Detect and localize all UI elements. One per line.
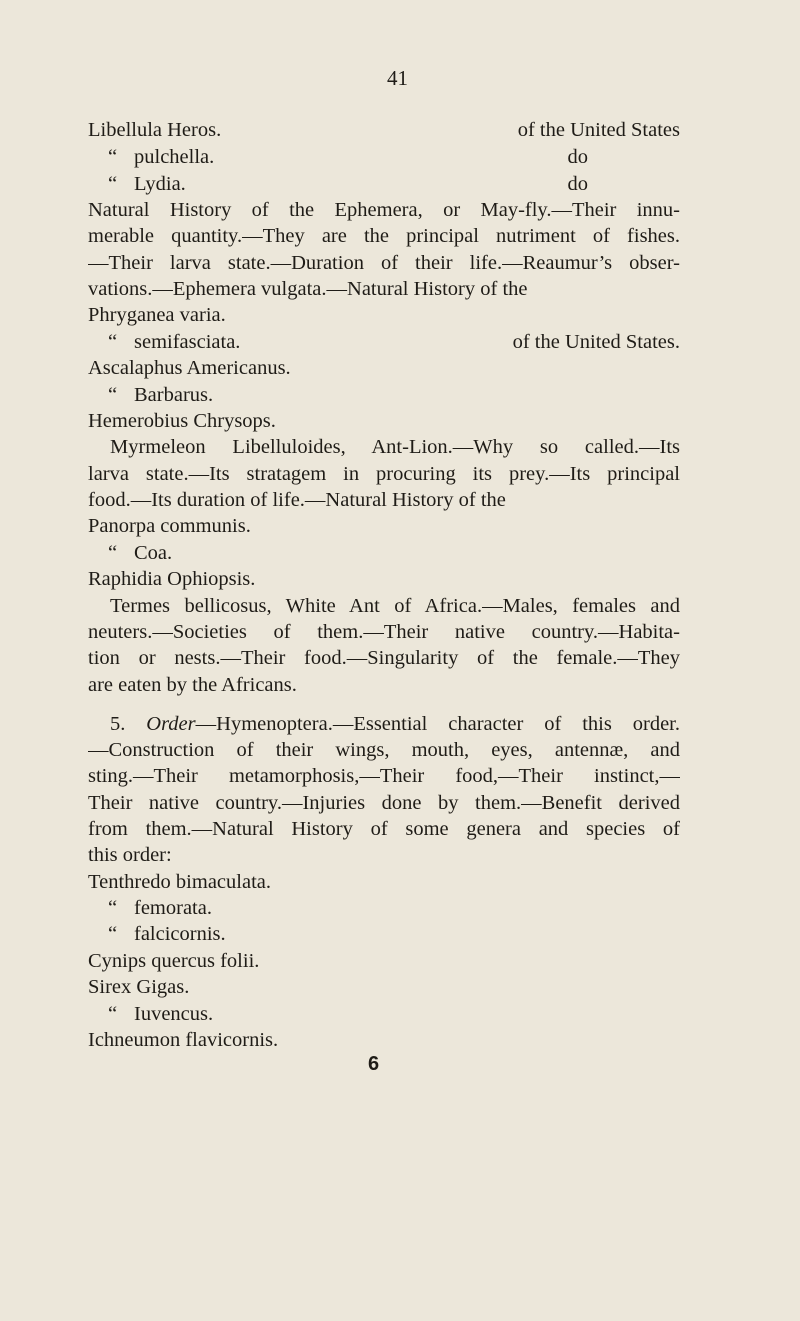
- list-item: “ falcicornis.: [108, 923, 226, 945]
- entry-pulchella: [108, 144, 700, 170]
- paragraph-line: are eaten by the Africans.: [88, 674, 297, 696]
- entry-name: Libellula Heros.: [88, 119, 222, 141]
- paragraph-line: Natural History of the Ephemera, or May-fly.—Their innu-: [88, 199, 680, 221]
- paragraph-line: food.—Its duration of life.—Natural History of the: [88, 489, 506, 511]
- entry-locality: of the United States: [517, 119, 680, 141]
- entry-libellula-heros: [88, 117, 680, 143]
- paragraph-line: Panorpa communis.: [88, 515, 251, 537]
- list-item: Sirex Gigas.: [88, 976, 190, 998]
- list-item: “ Barbarus.: [108, 384, 214, 406]
- ditto-mark: “: [108, 173, 118, 195]
- entry-semifasciata: [108, 329, 700, 355]
- entry-locality: do: [567, 146, 588, 168]
- paragraph-line: Their native country.—Injuries done by them.—Benefit derived: [88, 792, 680, 814]
- paragraph-line: Myrmeleon Libelluloides, Ant-Lion.—Why so called.—Its: [110, 436, 680, 458]
- entry-name: pulchella.: [134, 146, 215, 168]
- paragraph-line: Termes bellicosus, White Ant of Africa.—Males, females and: [110, 595, 680, 617]
- paragraph-line: this order:: [88, 844, 172, 866]
- list-item: Ascalaphus Americanus.: [88, 357, 291, 379]
- ditto-mark: “: [108, 897, 118, 919]
- paragraph-line: Phryganea varia.: [88, 304, 226, 326]
- paragraph-line: larva state.—Its stratagem in procuring its prey.—Its principal: [88, 463, 680, 485]
- ditto-mark: “: [108, 1003, 118, 1025]
- list-item: “ Iuvencus.: [108, 1003, 214, 1025]
- paragraph-line: 5. Order—Hymenoptera.—Essential character of this order.: [110, 713, 680, 735]
- ditto-mark: “: [108, 146, 118, 168]
- paragraph-line: —Their larva state.—Duration of their life.—Reaumur’s obser-: [88, 252, 680, 274]
- paragraph-line: vations.—Ephemera vulgata.—Natural History of the: [88, 278, 528, 300]
- paragraph-line: —Construction of their wings, mouth, eyes, antennæ, and: [88, 739, 680, 761]
- ditto-mark: “: [108, 384, 118, 406]
- section-number: 5.: [110, 713, 126, 735]
- entry-name: semifasciata.: [134, 331, 241, 353]
- list-item: “ femorata.: [108, 897, 212, 919]
- page-number: 41: [387, 66, 408, 90]
- paragraph-line: neuters.—Societies of them.—Their native country.—Habita-: [88, 621, 680, 643]
- ditto-mark: “: [108, 542, 118, 564]
- entry-name: Lydia.: [134, 173, 186, 195]
- ditto-mark: “: [108, 331, 118, 353]
- list-item: Ichneumon flavicornis.: [88, 1029, 279, 1051]
- paragraph-line: tion or nests.—Their food.—Singularity of the female.—They: [88, 647, 680, 669]
- ditto-mark: “: [108, 923, 118, 945]
- paragraph-line: from them.—Natural History of some genera and species of: [88, 818, 680, 840]
- entry-lydia: [108, 171, 700, 197]
- list-item: Raphidia Ophiopsis.: [88, 568, 256, 590]
- signature-mark: 6: [368, 1053, 380, 1075]
- list-item: Tenthredo bimaculata.: [88, 871, 271, 893]
- entry-locality: of the United States.: [512, 331, 680, 353]
- paragraph-line: sting.—Their metamorphosis,—Their food,—Their instinct,—: [88, 765, 680, 787]
- order-label: Order: [146, 713, 196, 735]
- list-item: Cynips quercus folii.: [88, 950, 260, 972]
- paragraph-line: merable quantity.—They are the principal nutriment of fishes.: [88, 225, 680, 247]
- entry-locality: do: [567, 173, 588, 195]
- list-item: “ Coa.: [108, 542, 173, 564]
- list-item: Hemerobius Chrysops.: [88, 410, 276, 432]
